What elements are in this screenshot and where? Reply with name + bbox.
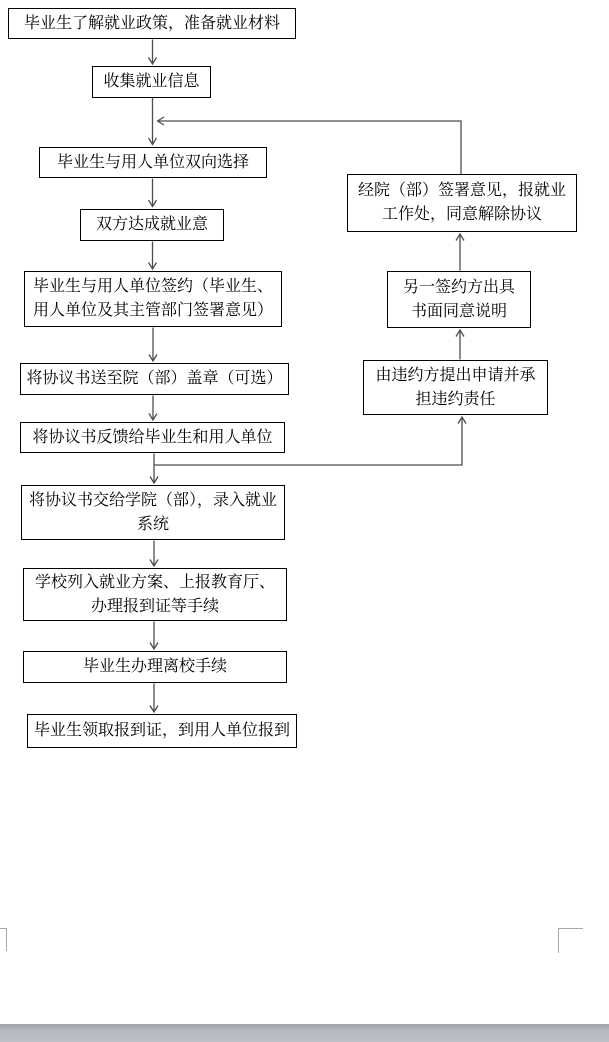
flow-step-label: 担违约责任 (415, 390, 496, 408)
flow-step-label: 收集就业信息 (103, 73, 200, 90)
flow-step-label: 用人单位及其主管部门签署意见） (32, 302, 273, 319)
flow-step-label: 将协议书交给学院（部），录入就业 (28, 491, 277, 509)
flow-step-label: 学校列入就业方案、上报教育厅、 (34, 573, 275, 591)
flow-step-label: 由违约方提出申请并承 (375, 366, 536, 384)
flow-step-label: 工作处，同意解除协议 (381, 206, 542, 223)
flow-step-label: 将协议书反馈给毕业生和用人单位 (32, 428, 273, 446)
flow-step-collect-info[interactable] (92, 66, 211, 98)
flow-step-label: 另一签约方出具 (402, 278, 515, 296)
page-margin-mark-left (6, 928, 7, 951)
flow-step-breach-apply[interactable] (363, 360, 548, 415)
page-margin-mark-right (558, 928, 559, 953)
flow-step-label: 毕业生与用人单位双向选择 (56, 153, 249, 171)
flow-step-label: 双方达成就业意 (95, 216, 208, 233)
flow-step-college-seal[interactable] (20, 363, 289, 395)
flow-step-understand-policy[interactable] (8, 8, 296, 39)
flow-step-label: 将协议书送至院（部）盖章（可选） (26, 370, 283, 387)
flow-step-reach-intention[interactable] (80, 209, 224, 241)
flow-step-feedback-agreement[interactable] (20, 422, 285, 453)
flow-step-submit-agreement[interactable] (21, 485, 285, 540)
flow-step-mutual-selection[interactable] (39, 147, 267, 178)
flow-step-label: 毕业生领取报到证，到用人单位报到 (33, 722, 290, 739)
flow-step-label: 毕业生与用人单位签约（毕业生、 (32, 278, 273, 295)
flow-step-label: 系统 (136, 515, 169, 533)
flow-step-label: 经院（部）签署意见，报就业 (357, 182, 566, 199)
flow-step-label: 书面同意说明 (410, 302, 507, 320)
flow-step-label: 毕业生办理离校手续 (82, 658, 227, 675)
flow-step-report-to-employer[interactable] (27, 714, 297, 748)
flow-step-sign-agreement[interactable] (24, 271, 282, 327)
flow-step-school-plan[interactable] (23, 568, 287, 621)
page-margin-mark-right (558, 928, 583, 929)
window-bottom-bar (0, 1024, 609, 1042)
flow-step-college-approve-release[interactable] (347, 174, 577, 232)
flow-step-label: 毕业生了解就业政策，准备就业材料 (23, 14, 280, 32)
flow-step-leave-procedures[interactable] (23, 651, 287, 683)
flow-step-label: 办理报到证等手续 (90, 597, 219, 615)
flow-step-other-party-consent[interactable] (387, 271, 531, 328)
